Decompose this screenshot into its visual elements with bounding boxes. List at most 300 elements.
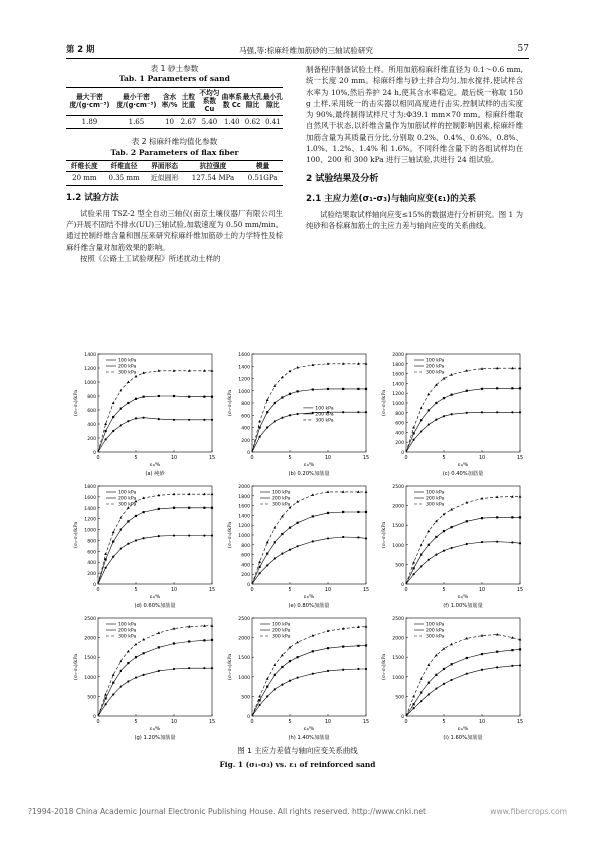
- data-point: [297, 656, 299, 658]
- table-row: [66, 172, 283, 186]
- data-point: [412, 561, 415, 564]
- data-point: [274, 674, 276, 676]
- data-point: [443, 647, 446, 650]
- data-point: [420, 543, 423, 546]
- y-axis-label: (σ₁-σ₃)/kPa: [228, 521, 233, 549]
- running-header: [66, 40, 529, 56]
- data-point: [466, 543, 468, 545]
- table2-header: 抗拉强度: [184, 160, 242, 171]
- data-point: [188, 396, 190, 398]
- data-point: [420, 419, 422, 421]
- data-point: [135, 676, 137, 678]
- data-point: [365, 537, 367, 539]
- data-point: [135, 398, 137, 400]
- data-point: [259, 566, 261, 568]
- data-point: [188, 534, 190, 536]
- data-point: [435, 419, 437, 421]
- y-tick-label: 2000: [392, 636, 404, 642]
- table-cell: 1.65: [113, 115, 160, 129]
- data-point: [143, 537, 145, 539]
- data-point: [120, 686, 122, 688]
- table-cell: 1.40: [221, 115, 242, 129]
- data-point: [203, 396, 205, 398]
- y-tick-label: 600: [395, 421, 404, 427]
- y-tick-label: 800: [241, 543, 250, 549]
- data-point: [203, 667, 205, 669]
- x-tick-label: 10: [170, 588, 178, 593]
- table1-header: 最大孔隙比: [242, 87, 262, 115]
- y-tick-label: 400: [87, 423, 96, 428]
- table-cell: 127.54 MPa: [184, 172, 242, 186]
- data-point: [481, 388, 483, 390]
- data-point: [135, 539, 137, 541]
- y-tick-label: 1200: [238, 524, 250, 530]
- data-point: [466, 657, 468, 659]
- section-heading-2: 2 试验结果及分析: [306, 174, 379, 185]
- y-tick-label: 2000: [392, 504, 404, 510]
- y-tick-label: 1200: [392, 392, 404, 398]
- y-tick-label: 200: [241, 573, 250, 579]
- data-point: [297, 522, 299, 524]
- y-tick-label: 1600: [84, 495, 96, 501]
- data-point: [420, 406, 423, 409]
- data-point: [259, 426, 261, 428]
- legend-label: 200 kPa: [315, 412, 334, 418]
- table-cell: 0.41: [263, 115, 283, 129]
- data-point: [173, 534, 175, 536]
- data-point: [112, 673, 115, 676]
- data-point: [420, 565, 422, 567]
- series-line: [406, 665, 520, 716]
- data-point: [428, 559, 430, 561]
- y-tick-label: 600: [87, 409, 96, 414]
- data-point: [105, 567, 107, 569]
- y-tick-label: 0: [247, 451, 250, 456]
- y-tick-label: 1500: [392, 656, 404, 662]
- table1-header: 不均匀系数 Cu: [199, 88, 220, 114]
- data-point: [481, 367, 484, 370]
- data-point: [357, 511, 359, 513]
- y-axis-label: (σ₁-σ₃)/kPa: [228, 653, 233, 681]
- panel-title: (f) 1.00%加筋量: [443, 603, 483, 609]
- data-point: [120, 670, 122, 672]
- y-tick-label: 0: [93, 583, 96, 588]
- legend-label: 200 kPa: [118, 628, 137, 634]
- y-tick-label: 1200: [238, 377, 250, 383]
- x-axis-label: ε₁/%: [149, 727, 161, 732]
- x-tick-label: 15: [362, 588, 370, 593]
- data-point: [420, 430, 422, 432]
- data-point: [511, 411, 513, 413]
- y-axis-label: (σ₁-σ₃)/kPa: [74, 389, 79, 417]
- y-tick-label: 0: [401, 715, 404, 720]
- data-point: [127, 662, 129, 664]
- table-cell: 10: [160, 115, 179, 129]
- data-point: [365, 644, 367, 646]
- y-tick-label: 400: [87, 561, 96, 567]
- data-point: [112, 416, 114, 418]
- data-point: [104, 423, 107, 426]
- chart-panel: [72, 484, 215, 609]
- data-point: [466, 390, 468, 392]
- data-point: [259, 572, 261, 574]
- data-point: [203, 534, 205, 536]
- series-line: [98, 640, 212, 716]
- x-tick-label: 15: [208, 720, 216, 725]
- data-point: [420, 554, 422, 556]
- y-tick-label: 1600: [238, 504, 250, 510]
- data-point: [266, 541, 269, 544]
- y-tick-label: 600: [87, 550, 96, 556]
- data-point: [342, 411, 344, 413]
- data-point: [435, 402, 437, 404]
- table-cell: 近似圆形: [145, 172, 183, 186]
- data-point: [297, 545, 299, 547]
- data-point: [135, 643, 138, 646]
- data-point: [274, 557, 276, 559]
- data-point: [451, 394, 453, 396]
- table-row: [66, 115, 283, 129]
- data-point: [112, 531, 115, 534]
- legend-label: 100 kPa: [426, 358, 445, 364]
- data-point: [413, 707, 415, 709]
- data-point: [158, 418, 160, 420]
- data-point: [127, 650, 130, 653]
- data-point: [203, 507, 205, 509]
- page-footer: [28, 806, 567, 817]
- x-tick-label: 5: [288, 720, 292, 725]
- data-point: [258, 695, 261, 698]
- table-cell: 2.67: [179, 115, 198, 129]
- data-point: [112, 682, 114, 684]
- table1-header: 最大干密度/(g·cm⁻³): [66, 87, 113, 115]
- data-point: [312, 412, 314, 414]
- x-axis-label: ε₁/%: [149, 595, 161, 600]
- legend-label: 200 kPa: [426, 364, 445, 370]
- x-axis-label: ε₁/%: [457, 463, 469, 468]
- x-tick-label: 10: [478, 720, 486, 725]
- data-point: [465, 369, 468, 372]
- legend-label: 200 kPa: [118, 364, 137, 370]
- data-point: [157, 631, 160, 634]
- data-point: [266, 553, 268, 555]
- y-axis-label: (σ₁-σ₃)/kPa: [382, 521, 387, 549]
- header-rule: [66, 58, 529, 59]
- series-line: [252, 537, 366, 584]
- data-point: [342, 536, 344, 538]
- data-point: [496, 516, 498, 518]
- copyright-notice: ?1994-2018 China Academic Journal Electronic Publishing House. All rights reserved. http://www.cnki.net: [28, 807, 427, 816]
- series-line: [252, 645, 366, 716]
- data-point: [289, 549, 291, 551]
- y-tick-label: 2500: [238, 617, 250, 622]
- data-point: [281, 376, 284, 379]
- legend-label: 300 kPa: [426, 502, 445, 508]
- panel-title: (d) 0.60%加筋量: [134, 603, 176, 609]
- table1-header: 土粒比重: [179, 87, 198, 115]
- data-point: [127, 420, 129, 422]
- y-tick-label: 1600: [238, 353, 250, 358]
- table1-header: 最小干密度/(g·cm⁻³): [113, 87, 160, 115]
- panel-title: (e) 0.80%加筋量: [288, 603, 330, 609]
- legend-label: 100 kPa: [118, 490, 137, 496]
- series-line: [406, 412, 520, 452]
- x-axis-label: ε₁/%: [303, 463, 315, 468]
- x-tick-label: 0: [96, 720, 100, 725]
- y-tick-label: 1000: [84, 381, 96, 386]
- data-point: [312, 388, 314, 390]
- table-cell: 20 mm: [66, 172, 103, 186]
- legend-label: 200 kPa: [272, 496, 291, 502]
- table1-header: 最小孔隙比: [263, 87, 283, 115]
- table2-header: 纤维直径: [103, 160, 146, 171]
- figure-caption-cn: 图 1 主应力差值与轴向应变关系曲线: [237, 746, 358, 755]
- data-point: [259, 436, 261, 438]
- plot-frame: [406, 354, 520, 452]
- data-point: [342, 388, 344, 390]
- y-tick-label: 500: [395, 695, 404, 701]
- panel-title: (h) 1.40%加筋量: [288, 735, 330, 741]
- y-tick-label: 400: [241, 426, 250, 432]
- series-line: [252, 389, 366, 452]
- data-point: [451, 679, 453, 681]
- y-tick-label: 1200: [84, 517, 96, 523]
- chart-panel: [380, 616, 523, 741]
- data-point: [412, 426, 415, 429]
- data-point: [466, 520, 468, 522]
- data-point: [158, 670, 160, 672]
- data-point: [173, 627, 176, 630]
- legend-label: 100 kPa: [118, 358, 137, 364]
- data-point: [266, 686, 268, 688]
- data-point: [105, 703, 107, 705]
- data-point: [312, 515, 314, 517]
- data-point: [435, 687, 437, 689]
- data-point: [127, 520, 129, 522]
- y-tick-label: 1800: [238, 494, 250, 500]
- data-point: [105, 430, 107, 432]
- y-tick-label: 800: [87, 395, 96, 400]
- data-point: [481, 669, 483, 671]
- data-point: [120, 408, 122, 410]
- data-point: [481, 411, 483, 413]
- y-tick-label: 1000: [238, 534, 250, 539]
- watermark: www.fibercrops.com: [490, 807, 567, 816]
- legend-label: 300 kPa: [272, 634, 291, 640]
- data-point: [127, 680, 129, 682]
- data-point: [211, 667, 213, 669]
- series-line: [252, 512, 366, 584]
- legend-label: 300 kPa: [118, 370, 137, 376]
- data-point: [327, 388, 329, 390]
- x-tick-label: 0: [250, 456, 254, 461]
- series-line: [252, 492, 366, 584]
- legend-label: 300 kPa: [315, 418, 334, 424]
- left-column: [66, 64, 283, 264]
- data-point: [519, 516, 521, 518]
- data-point: [120, 424, 122, 426]
- data-point: [413, 573, 415, 575]
- figure-1-svg: [66, 348, 529, 748]
- table-cell: 0.51GPa: [242, 172, 283, 186]
- panel-title: (g) 1.20%加筋量: [134, 735, 176, 741]
- data-point: [203, 419, 205, 421]
- x-tick-label: 10: [324, 588, 332, 593]
- data-point: [266, 695, 268, 697]
- data-point: [466, 673, 468, 675]
- series-line: [98, 418, 212, 452]
- data-point: [135, 656, 137, 658]
- legend-label: 300 kPa: [118, 502, 137, 508]
- chart-panel: [226, 484, 369, 609]
- legend-label: 100 kPa: [426, 490, 445, 496]
- data-point: [296, 641, 299, 644]
- data-point: [327, 490, 330, 493]
- y-tick-label: 1200: [84, 367, 96, 372]
- data-point: [412, 695, 415, 698]
- y-tick-label: 2500: [392, 617, 404, 622]
- data-point: [481, 634, 484, 637]
- data-point: [135, 417, 137, 419]
- data-point: [342, 511, 344, 513]
- y-tick-label: 400: [395, 431, 404, 437]
- data-point: [173, 668, 175, 670]
- y-tick-label: 2000: [392, 353, 404, 358]
- x-tick-label: 5: [288, 456, 292, 461]
- y-tick-label: 0: [93, 451, 96, 456]
- x-tick-label: 0: [96, 456, 100, 461]
- data-point: [428, 693, 430, 695]
- data-point: [297, 676, 299, 678]
- data-point: [465, 637, 468, 640]
- data-point: [188, 625, 191, 628]
- data-point: [451, 663, 453, 665]
- figure-caption-en: Fig. 1 (σ₁-σ₃) vs. ε₁ of reinforced sand: [219, 760, 376, 769]
- data-point: [357, 388, 359, 390]
- data-point: [428, 544, 430, 546]
- data-point: [357, 411, 359, 413]
- right-column: [306, 64, 523, 231]
- chart-panel: [72, 352, 215, 477]
- y-tick-label: 1600: [392, 372, 404, 378]
- y-tick-label: 0: [401, 451, 404, 456]
- data-point: [143, 417, 145, 419]
- data-point: [297, 390, 299, 392]
- data-point: [443, 683, 445, 685]
- data-point: [274, 541, 276, 543]
- y-tick-label: 1400: [238, 365, 250, 371]
- y-tick-label: 1500: [392, 524, 404, 530]
- data-point: [413, 432, 415, 434]
- data-point: [112, 556, 114, 558]
- data-point: [496, 411, 498, 413]
- y-tick-label: 800: [87, 539, 96, 545]
- data-point: [289, 393, 291, 395]
- x-tick-label: 5: [442, 456, 446, 461]
- data-point: [188, 507, 190, 509]
- chart-panel: [226, 352, 369, 477]
- legend-label: 100 kPa: [272, 490, 291, 496]
- y-tick-label: 1400: [84, 353, 96, 358]
- data-point: [259, 699, 261, 701]
- data-point: [519, 387, 521, 389]
- plot-frame: [406, 486, 520, 584]
- y-tick-label: 2000: [238, 636, 250, 642]
- series-line: [98, 626, 212, 716]
- data-point: [435, 654, 438, 657]
- x-tick-label: 15: [362, 720, 370, 725]
- series-line: [252, 669, 366, 716]
- panel-title: (i) 1.60%加筋量: [443, 735, 483, 741]
- y-tick-label: 1500: [84, 656, 96, 662]
- panel-title: (b) 0.20%加筋量: [288, 471, 330, 477]
- series-line: [252, 627, 366, 716]
- x-tick-label: 15: [362, 456, 370, 461]
- x-tick-label: 10: [324, 720, 332, 725]
- data-point: [258, 560, 261, 563]
- paragraph: 按照《公路土工试验规程》所述扰动土样的: [80, 253, 221, 263]
- data-point: [427, 530, 430, 533]
- y-tick-label: 0: [247, 583, 250, 588]
- data-point: [312, 650, 314, 652]
- data-point: [143, 396, 145, 398]
- data-point: [413, 703, 415, 705]
- y-tick-label: 500: [87, 695, 96, 701]
- page-number: 57: [517, 43, 529, 54]
- data-point: [173, 395, 175, 397]
- legend-label: 300 kPa: [272, 502, 291, 508]
- panel-title: (c) 0.40%加筋量: [442, 471, 484, 477]
- y-tick-label: 400: [241, 563, 250, 569]
- data-point: [511, 541, 513, 543]
- data-point: [173, 642, 175, 644]
- y-axis-label: (σ₁-σ₃)/kPa: [74, 653, 79, 681]
- data-point: [158, 508, 160, 510]
- y-axis-label: (σ₁-σ₃)/kPa: [382, 389, 387, 417]
- y-tick-label: 1000: [84, 675, 96, 681]
- data-point: [143, 674, 145, 676]
- data-point: [266, 398, 269, 401]
- chart-panel: [226, 616, 369, 741]
- series-line: [406, 649, 520, 716]
- data-point: [281, 666, 283, 668]
- table2-caption-cn: 表 2 棕麻纤维均值化参数: [131, 137, 218, 147]
- data-point: [266, 426, 268, 428]
- y-tick-label: 2500: [392, 485, 404, 490]
- data-point: [496, 651, 498, 653]
- data-point: [127, 402, 129, 404]
- y-tick-label: 1800: [392, 362, 404, 368]
- series-line: [406, 497, 520, 584]
- data-point: [342, 646, 344, 648]
- y-tick-label: 200: [241, 438, 250, 444]
- legend-label: 200 kPa: [272, 628, 291, 634]
- data-point: [413, 439, 415, 441]
- y-axis-label: (σ₁-σ₃)/kPa: [382, 653, 387, 681]
- data-point: [211, 493, 214, 496]
- x-axis-label: ε₁/%: [303, 727, 315, 732]
- table1-caption-cn: 表 1 砂土参数: [150, 64, 199, 73]
- data-point: [312, 540, 314, 542]
- y-tick-label: 1800: [84, 485, 96, 490]
- data-point: [466, 412, 468, 414]
- y-tick-label: 200: [87, 572, 96, 578]
- data-point: [327, 647, 329, 649]
- data-point: [519, 411, 521, 413]
- plot-frame: [98, 486, 212, 584]
- data-point: [519, 648, 521, 650]
- data-point: [266, 411, 268, 413]
